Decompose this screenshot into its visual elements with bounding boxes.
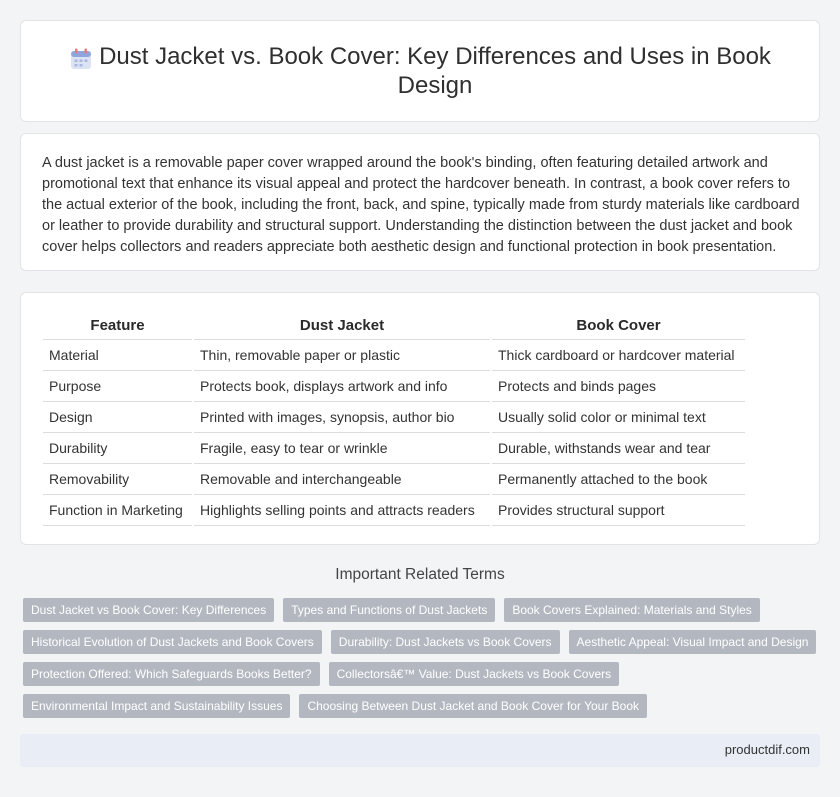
- table-cell: Removability: [43, 463, 193, 494]
- comparison-card: [20, 292, 820, 545]
- column-header-book-cover: Book Cover: [491, 317, 746, 339]
- tag-row: [23, 630, 823, 654]
- table-cell: Usually solid color or minimal text: [491, 401, 746, 432]
- table-cell: Provides structural support: [491, 494, 746, 525]
- table-cell: Material: [43, 339, 193, 370]
- related-term-tag[interactable]: Environmental Impact and Sustainability Issues: [23, 694, 290, 718]
- column-header-dust-jacket: Dust Jacket: [193, 317, 491, 339]
- title-card: [20, 20, 820, 122]
- related-term-tag[interactable]: Historical Evolution of Dust Jackets and Book Covers: [23, 630, 322, 654]
- related-term-tag[interactable]: Choosing Between Dust Jacket and Book Cover for Your Book: [299, 694, 647, 718]
- related-term-tag[interactable]: Types and Functions of Dust Jackets: [283, 598, 495, 622]
- table-cell: Highlights selling points and attracts readers: [193, 494, 491, 525]
- related-term-tag[interactable]: Protection Offered: Which Safeguards Books Better?: [23, 662, 320, 686]
- related-terms-list: [23, 598, 823, 726]
- page-title: Dust Jacket vs. Book Cover: Key Differences and Uses in Book Design: [99, 43, 771, 99]
- table-cell: Function in Marketing: [43, 494, 193, 525]
- table-row: [43, 370, 746, 401]
- related-term-tag[interactable]: Durability: Dust Jackets vs Book Covers: [331, 630, 560, 654]
- table-row: [43, 463, 746, 494]
- related-terms-heading: Important Related Terms: [335, 566, 505, 583]
- table-cell: Thin, removable paper or plastic: [193, 339, 491, 370]
- table-row: [43, 432, 746, 463]
- related-term-tag[interactable]: Dust Jacket vs Book Cover: Key Differences: [23, 598, 274, 622]
- table-cell: Thick cardboard or hardcover material: [491, 339, 746, 370]
- table-cell: Removable and interchangeable: [193, 463, 491, 494]
- site-name[interactable]: productdif.com: [724, 742, 810, 757]
- table-cell: Permanently attached to the book: [491, 463, 746, 494]
- table-cell: Durable, withstands wear and tear: [491, 432, 746, 463]
- table-header-row: [43, 317, 746, 339]
- table-row: [43, 494, 746, 525]
- table-cell: Protects book, displays artwork and info: [193, 370, 491, 401]
- table-cell: Fragile, easy to tear or wrinkle: [193, 432, 491, 463]
- table-cell: Design: [43, 401, 193, 432]
- related-term-tag[interactable]: Collectorsâ€™ Value: Dust Jackets vs Book Covers: [329, 662, 620, 686]
- table-cell: Durability: [43, 432, 193, 463]
- intro-card: [20, 133, 820, 271]
- tag-row: [23, 694, 823, 718]
- intro-paragraph: A dust jacket is a removable paper cover wrapped around the book's binding, often featuring detailed artwork and promotional text that enhance its visual appeal and protect the hardcover beneath. In contrast, a book cover refers to the actual exterior of the book, including the front, back, and spine, typically made from sturdy materials like cardboard or leather to provide durability and structural support. Understanding the distinction between the dust jacket and book cover helps collectors and readers appreciate both aesthetic design and functional protection in book presentation.: [42, 155, 800, 255]
- table-cell: Printed with images, synopsis, author bio: [193, 401, 491, 432]
- table-cell: Protects and binds pages: [491, 370, 746, 401]
- related-term-tag[interactable]: Aesthetic Appeal: Visual Impact and Design: [569, 630, 817, 654]
- column-header-feature: Feature: [43, 317, 193, 339]
- related-term-tag[interactable]: Book Covers Explained: Materials and Styles: [504, 598, 759, 622]
- table-row: [43, 339, 746, 370]
- table-row: [43, 401, 746, 432]
- footer: [20, 734, 820, 767]
- comparison-table: [43, 317, 747, 526]
- tag-row: [23, 598, 823, 622]
- table-cell: Purpose: [43, 370, 193, 401]
- tag-row: [23, 662, 823, 686]
